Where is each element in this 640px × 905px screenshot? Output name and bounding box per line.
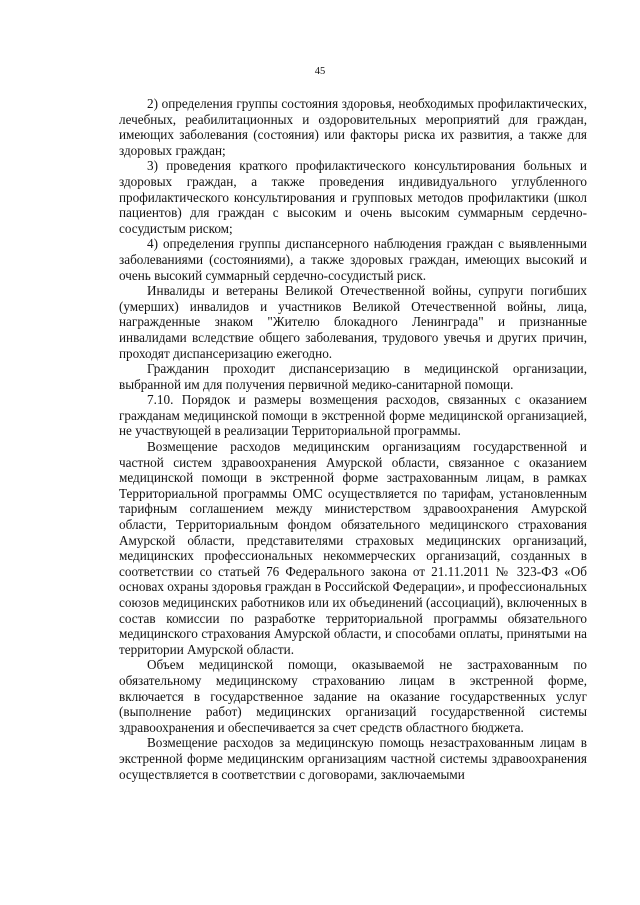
paragraph-veterans: Инвалиды и ветераны Великой Отечественной войны, супруги погибших (умерших) инвалидов и участников Великой Отечественной войны, лица, награжденные знаком "Жителю блокадного Ленинграда" и признанные инвалидами вследствие общего заболевания, трудового увечья и других причин, проходят диспансеризацию ежегодно. <box>119 283 587 361</box>
paragraph-item-2: 2) определения группы состояния здоровья, необходимых профилактических, лечебных, реабилитационных и оздоровительных мероприятий для граждан, имеющих заболевания (состояния) или факторы риска их развития, а также для здоровых граждан; <box>119 96 587 158</box>
page-number: 45 <box>314 66 326 77</box>
paragraph-private-reimbursement: Возмещение расходов за медицинскую помощь незастрахованным лицам в экстренной форме медицинским организациям частной системы здравоохранения осуществляется в соответствии с договорами, заключаемыми <box>119 735 587 782</box>
paragraph-reimbursement: Возмещение расходов медицинским организациям государственной и частной систем здравоохранения Амурской области, связанное с оказанием медицинской помощи в экстренной форме застрахованным лицам, в рамках Территориальной программы ОМС осуществляется по тарифам, установленным тарифным соглашением между министерством здравоохранения Амурской области, Территориальным фондом обязательного медицинского страхования Амурской области, представителями страховых медицинских организаций, медицинских профессиональных некоммерческих организаций, созданных в соответствии со статьей 76 Федерального закона от 21.11.2011 № 323-ФЗ «Об основах охраны здоровья граждан в Российской Федерации», и профессиональных союзов медицинских работников или их объединений (ассоциаций), включенных в состав комиссии по разработке территориальной программы обязательного медицинского страхования Амурской области, и способами оплаты, принятыми на территории Амурской области. <box>119 439 587 657</box>
paragraph-item-3: 3) проведения краткого профилактического консультирования больных и здоровых граждан, а также проведения индивидуального углубленного профилактического консультирования и групповых методов профилактики (школ пациентов) для граждан с высоким и очень высоким суммарным сердечно-сосудистым риском; <box>119 158 587 236</box>
paragraph-citizen-choice: Гражданин проходит диспансеризацию в медицинской организации, выбранной им для получения первичной медико-санитарной помощи. <box>119 361 587 392</box>
paragraph-item-4: 4) определения группы диспансерного наблюдения граждан с выявленными заболеваниями (состояниями), а также здоровых граждан, имеющих высокий и очень высокий суммарный сердечно-сосудистый риск. <box>119 236 587 283</box>
paragraph-uninsured-volume: Объем медицинской помощи, оказываемой не застрахованным по обязательному медицинскому страхованию лицам в экстренной форме, включается в государственное задание на оказание государственных услуг (выполнение работ) медицинских организаций государственной системы здравоохранения и обеспечивается за счет средств областного бюджета. <box>119 657 587 735</box>
body-text <box>119 96 587 782</box>
section-heading-7-10: 7.10. Порядок и размеры возмещения расходов, связанных с оказанием гражданам медицинской помощи в экстренной форме медицинской организацией, не участвующей в реализации Территориальной программы. <box>119 392 587 439</box>
